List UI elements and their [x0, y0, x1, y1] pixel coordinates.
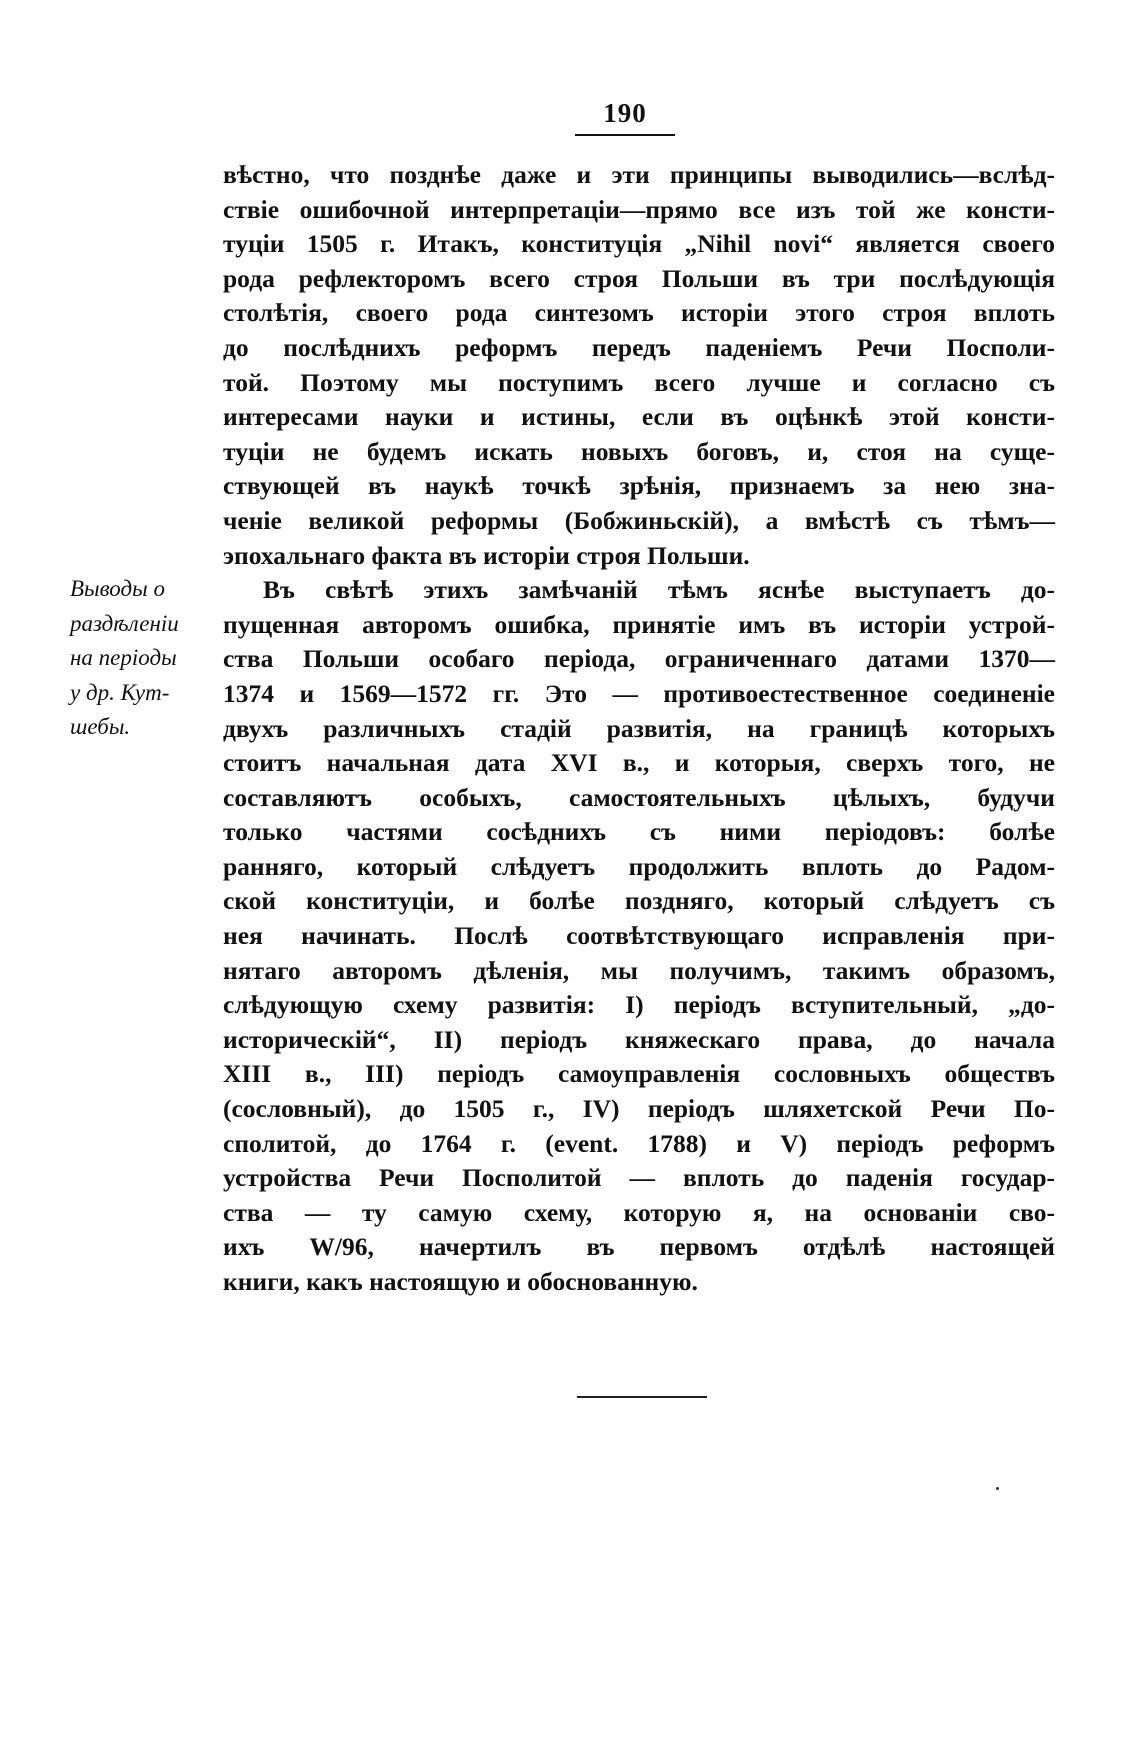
text-line: вѣстно, что позднѣе даже и эти принципы выводились—вслѣд-: [223, 160, 1055, 189]
text-line: ства — ту самую схему, которую я, на основаніи сво-: [223, 1197, 1055, 1227]
text-line: ихъ W/96, начертилъ въ первомъ отдѣлѣ настоящей: [223, 1232, 1055, 1262]
text-line: только частями сосѣднихъ съ ними періодовъ: болѣе: [223, 817, 1055, 847]
text-line: XIII в., III) періодъ самоуправленія сословныхъ обществъ: [223, 1059, 1055, 1089]
text-line: Въ свѣтѣ этихъ замѣчаній тѣмъ яснѣе выступаетъ до-: [263, 575, 1055, 605]
text-line: интересами науки и истины, если въ оцѣнкѣ этой консти-: [223, 402, 1055, 432]
text-line: нея начинать. Послѣ соотвѣтствующаго исправленія при-: [223, 921, 1055, 951]
text-line: сполитой, до 1764 г. (event. 1788) и V) періодъ реформъ: [223, 1128, 1055, 1158]
text-line: той. Поэтому мы поступимъ всего лучше и согласно съ: [223, 367, 1055, 397]
margin-note-line: раздѣленіи: [70, 610, 179, 636]
text-line: ствующей въ наукѣ точкѣ зрѣнія, признаемъ за нею зна-: [223, 471, 1055, 501]
text-line: нятаго авторомъ дѣленія, мы получимъ, такимъ образомъ,: [223, 955, 1055, 985]
margin-note-line: у др. Кут-: [70, 679, 170, 705]
text-line: до послѣднихъ реформъ передъ паденіемъ Речи Посполи-: [223, 332, 1055, 362]
text-line: слѣдующую схему развитія: I) періодъ вступительный, „до-: [223, 990, 1055, 1020]
margin-note-line: Выводы о: [70, 576, 165, 601]
text-line: историческій“, II) періодъ княжескаго права, до начала: [223, 1024, 1055, 1054]
text-line: ченіе великой реформы (Бобжиньскій), а вмѣстѣ съ тѣмъ—: [223, 505, 1055, 535]
page-number-underline: [575, 134, 675, 136]
text-line: столѣтія, своего рода синтезомъ исторіи этого строя вплоть: [223, 298, 1055, 328]
text-line: устройства Речи Посполитой — вплоть до паденія государ-: [223, 1163, 1055, 1193]
print-speck: [996, 1487, 999, 1490]
text-line: рода рефлекторомъ всего строя Польши въ три послѣдующія: [223, 263, 1055, 293]
text-line: туціи 1505 г. Итакъ, конституція „Nihil novi“ является своего: [223, 229, 1055, 259]
text-line: стоитъ начальная дата XVI в., и которыя, сверхъ того, не: [223, 748, 1055, 778]
text-line: (сословный), до 1505 г., IV) періодъ шляхетской Речи По-: [223, 1094, 1055, 1124]
chapter-end-rule: [577, 1396, 707, 1398]
text-line: эпохальнаго факта въ исторіи строя Польши.: [223, 540, 750, 570]
page-number: 190: [603, 98, 647, 128]
text-line: двухъ различныхъ стадій развитія, на границѣ которыхъ: [223, 713, 1055, 743]
margin-note: [70, 572, 210, 745]
margin-note-line: шебы.: [70, 714, 131, 740]
text-line: ства Польши особаго періода, ограниченнаго датами 1370—: [223, 644, 1055, 674]
paragraph-1: [223, 158, 1055, 573]
text-line: составляютъ особыхъ, самостоятельныхъ цѣлыхъ, будучи: [223, 782, 1055, 812]
text-line: ской конституціи, и болѣе поздняго, который слѣдуетъ съ: [223, 886, 1055, 916]
text-line: пущенная авторомъ ошибка, принятіе имъ въ исторіи устрой-: [223, 609, 1055, 639]
paragraph-2: [223, 573, 1055, 1299]
text-line: туціи не будемъ искать новыхъ боговъ, и, стоя на суще-: [223, 436, 1055, 466]
text-line: книги, какъ настоящую и обоснованную.: [223, 1267, 698, 1296]
text-line: ствіе ошибочной интерпретаціи—прямо все изъ той же консти-: [223, 194, 1055, 224]
text-line: ранняго, который слѣдуетъ продолжить вплоть до Радом-: [223, 851, 1055, 881]
margin-note-line: на періоды: [70, 645, 177, 671]
text-line: 1374 и 1569—1572 гг. Это — противоестественное соединеніе: [223, 678, 1055, 708]
body-text: [223, 158, 1055, 1300]
